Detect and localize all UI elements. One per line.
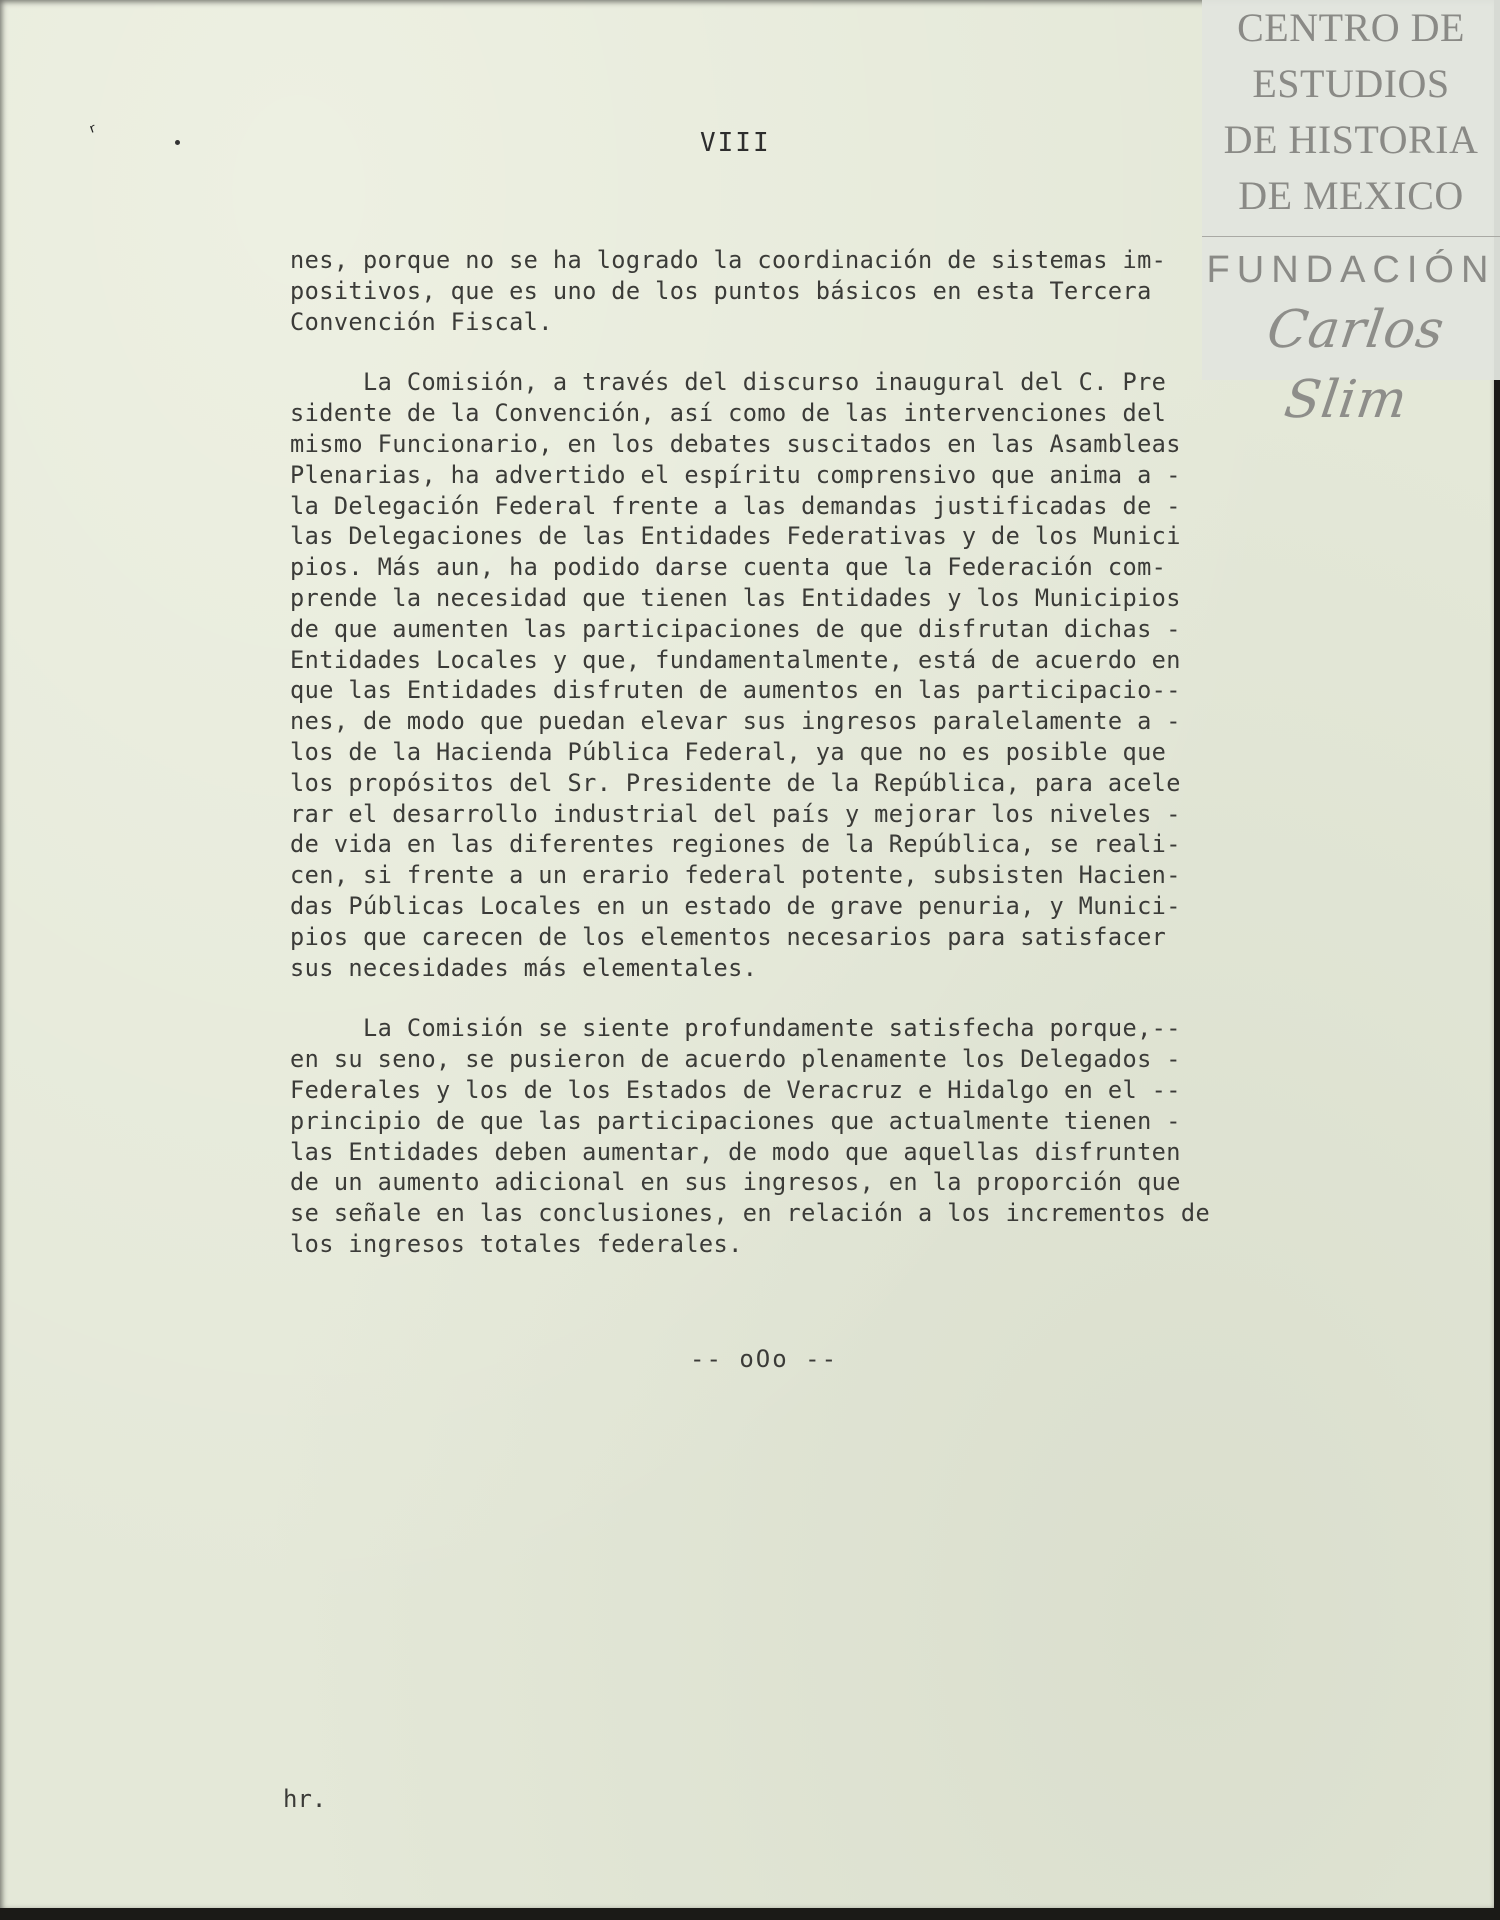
text-line: das Públicas Locales en un estado de grave penuria, y Munici-	[290, 891, 1181, 920]
watermark-line: ESTUDIOS	[1252, 61, 1450, 106]
watermark-line: CENTRO DE	[1237, 5, 1465, 50]
text-line: prende la necesidad que tienen las Entidades y los Municipios	[290, 583, 1181, 612]
text-line: principio de que las participaciones que actualmente tienen -	[290, 1106, 1181, 1135]
text-line: Entidades Locales y que, fundamentalmente, está de acuerdo en	[290, 645, 1181, 674]
paragraph-3	[290, 1013, 1390, 1259]
typist-initials: hr.	[283, 1785, 327, 1813]
text-line: La Comisión, a través del discurso inaugural del C. Pre	[290, 368, 1167, 397]
text-line: sidente de la Convención, así como de las intervenciones del	[290, 399, 1167, 428]
ink-dot	[175, 140, 180, 145]
text-line: las Entidades deben aumentar, de modo que aquellas disfrunten	[290, 1137, 1181, 1166]
text-line: los propósitos del Sr. Presidente de la República, para acele	[290, 768, 1181, 797]
text-line: sus necesidades más elementales.	[290, 953, 758, 982]
text-line: la Delegación Federal frente a las demandas justificadas de -	[290, 491, 1181, 520]
pen-mark: ʳ	[84, 118, 106, 147]
text-line: las Delegaciones de las Entidades Federativas y de los Munici	[290, 522, 1181, 551]
paragraph-2	[290, 367, 1390, 983]
text-line: de que aumenten las participaciones de que disfrutan dichas -	[290, 614, 1181, 643]
text-line: La Comisión se siente profundamente satisfecha porque,--	[290, 1014, 1181, 1043]
page-number: VIII	[700, 128, 771, 158]
text-line: nes, de modo que puedan elevar sus ingresos paralelamente a -	[290, 707, 1181, 736]
text-line: de vida en las diferentes regiones de la República, se reali-	[290, 830, 1181, 859]
text-line: positivos, que es uno de los puntos básicos en esta Tercera	[290, 276, 1152, 305]
text-line: los ingresos totales federales.	[290, 1229, 743, 1258]
text-line: los de la Hacienda Pública Federal, ya que no es posible que	[290, 737, 1167, 766]
text-line: Convención Fiscal.	[290, 307, 553, 336]
text-line: Plenarias, ha advertido el espíritu comprensivo que anima a -	[290, 460, 1181, 489]
archive-watermark	[1202, 0, 1500, 430]
text-line: Federales y los de los Estados de Veracruz e Hidalgo en el --	[290, 1075, 1181, 1104]
text-line: de un aumento adicional en sus ingresos, en la proporción que	[290, 1168, 1181, 1197]
text-line: mismo Funcionario, en los debates suscitados en las Asambleas	[290, 429, 1181, 458]
text-line: se señale en las conclusiones, en relación a los incrementos de	[290, 1199, 1211, 1228]
watermark-signature: Carlos Slim	[1263, 300, 1449, 430]
text-line: que las Entidades disfruten de aumentos en las participacio--	[290, 676, 1181, 705]
text-line: pios. Más aun, ha podido darse cuenta que la Federación com-	[290, 553, 1167, 582]
text-line: rar el desarrollo industrial del país y mejorar los niveles -	[290, 799, 1181, 828]
text-line: nes, porque no se ha logrado la coordinación de sistemas im-	[290, 246, 1167, 274]
watermark-line: DE HISTORIA	[1223, 117, 1479, 162]
watermark-foundation: FUNDACIÓN	[1206, 249, 1496, 291]
watermark-divider	[1202, 236, 1500, 237]
section-separator: -- oOo --	[690, 1345, 839, 1373]
text-line: pios que carecen de los elementos necesarios para satisfacer	[290, 922, 1167, 951]
watermark-line: DE MEXICO	[1238, 173, 1464, 218]
text-line: en su seno, se pusieron de acuerdo plenamente los Delegados -	[290, 1045, 1181, 1074]
text-line: cen, si frente a un erario federal potente, subsisten Hacien-	[290, 861, 1181, 890]
